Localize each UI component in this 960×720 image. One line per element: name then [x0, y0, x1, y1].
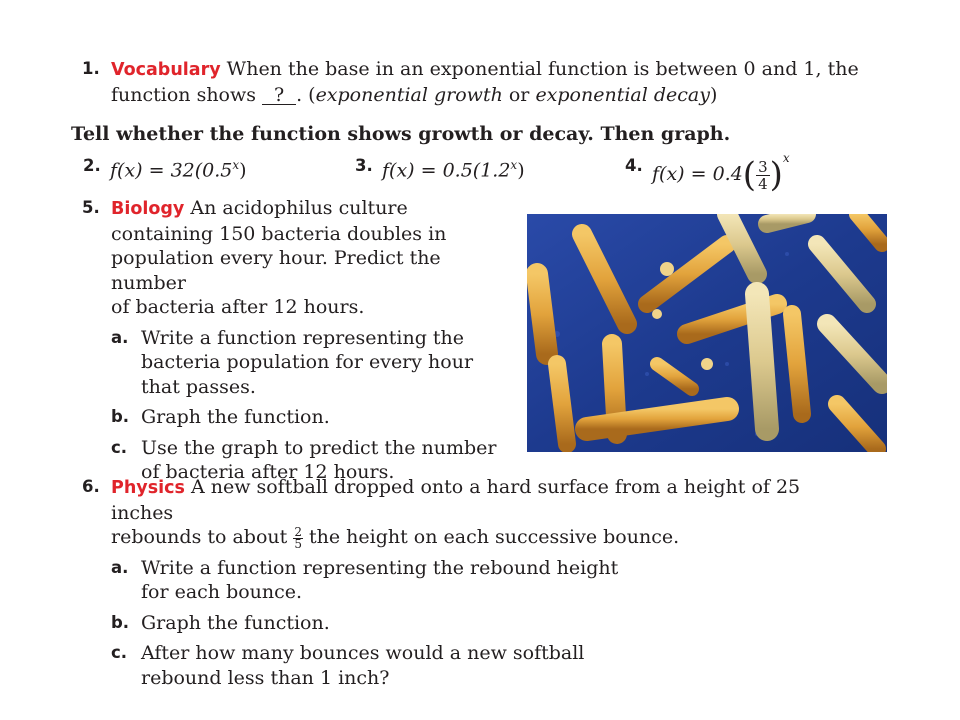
equation-exponent: x [510, 158, 518, 172]
problem-text: . ( [296, 83, 316, 106]
problem-text: ) [709, 83, 718, 106]
subpart-text: that passes. [141, 375, 256, 398]
equation-close: ) [517, 159, 525, 182]
subpart-letter: c. [111, 643, 128, 662]
problem-text: An acidophilus culture [190, 197, 408, 219]
problem-text-line: population every hour. Predict the number [111, 247, 441, 294]
subpart-text: Use the graph to predict the number [141, 436, 497, 459]
problem-text: the height on each successive bounce. [309, 526, 680, 548]
subpart-letter: c. [111, 437, 128, 457]
subpart-letter: b. [111, 407, 130, 426]
fraction-denominator: 5 [294, 536, 302, 551]
problem-6 [82, 475, 851, 690]
equation-lhs: f(x) = 0.4 [652, 163, 743, 185]
problem-text-line [111, 196, 511, 222]
subpart-b [111, 405, 511, 430]
subpart-text: bacteria population for every hour [141, 351, 474, 373]
bacteria-micrograph-image [527, 214, 887, 452]
subpart-c [111, 641, 851, 690]
answer-blank: ? [262, 86, 296, 105]
subpart-text: Graph the function. [141, 611, 330, 634]
equation-lhs: f(x) = 32(0.5 [110, 159, 233, 182]
problem-text: When the base in an exponential function is between 0 and 1, the [226, 58, 859, 80]
equation-fraction [756, 159, 770, 192]
fraction-numerator: 3 [758, 157, 768, 176]
subpart-a [111, 556, 851, 605]
problem-number: 6. [82, 477, 100, 496]
problem-number: 4. [625, 156, 643, 175]
problem-number: 1. [82, 59, 100, 78]
subpart-letter: a. [111, 327, 129, 347]
subpart-text: of bacteria after 12 hours. [141, 461, 395, 483]
problem-text: A new softball dropped onto a hard surface from a height of 25 inches [111, 476, 801, 524]
subpart-letter: a. [111, 557, 129, 577]
problem-text: function shows [111, 83, 257, 106]
choice-decay: exponential decay [535, 83, 710, 106]
inline-fraction [293, 524, 303, 551]
problem-tag: Vocabulary [111, 60, 221, 80]
subpart-a [111, 326, 511, 400]
right-paren: ) [769, 155, 783, 195]
problem-text-line [111, 525, 851, 550]
equation-close: ) [239, 159, 247, 182]
equation-exponent: x [782, 151, 790, 165]
problem-4 [625, 146, 790, 195]
problem-tag: Biology [111, 199, 185, 219]
problem-text-line [111, 475, 851, 525]
subpart-text: for each bounce. [141, 581, 303, 603]
subpart-text: rebound less than 1 inch? [141, 666, 390, 689]
subpart-text: Graph the function. [141, 406, 330, 428]
subpart-text: After how many bounces would a new softball [141, 642, 585, 664]
fraction-denominator: 4 [758, 174, 768, 193]
problem-text: rebounds to about [111, 526, 288, 548]
equation-lhs: f(x) = 0.5(1.2 [382, 159, 511, 182]
problem-3 [355, 153, 525, 182]
problem-text-line: of bacteria after 12 hours. [111, 296, 365, 318]
problem-number: 3. [355, 156, 373, 175]
fraction-numerator: 2 [294, 524, 302, 539]
subpart-text: Write a function representing the [141, 326, 465, 349]
problem-5 [82, 196, 511, 485]
subpart-letter: b. [111, 612, 130, 632]
problem-text-line: containing 150 bacteria doubles in [111, 222, 447, 245]
problem-1 [82, 57, 859, 107]
instruction-heading: Tell whether the function shows growth or decay. Then graph. [71, 123, 731, 145]
bacteria-photo [527, 214, 887, 452]
problem-number: 5. [82, 198, 100, 217]
subpart-b [111, 611, 851, 636]
problem-number: 2. [83, 156, 101, 175]
problem-text-line [111, 57, 859, 83]
problem-text-line [111, 83, 859, 108]
choice-growth: exponential growth [315, 83, 503, 106]
problem-text: or [502, 83, 536, 106]
problem-tag: Physics [111, 478, 185, 498]
equation-exponent: x [232, 158, 240, 172]
problem-2 [83, 153, 247, 182]
subpart-text: Write a function representing the rebound height [141, 556, 619, 579]
left-paren: ( [742, 155, 757, 195]
